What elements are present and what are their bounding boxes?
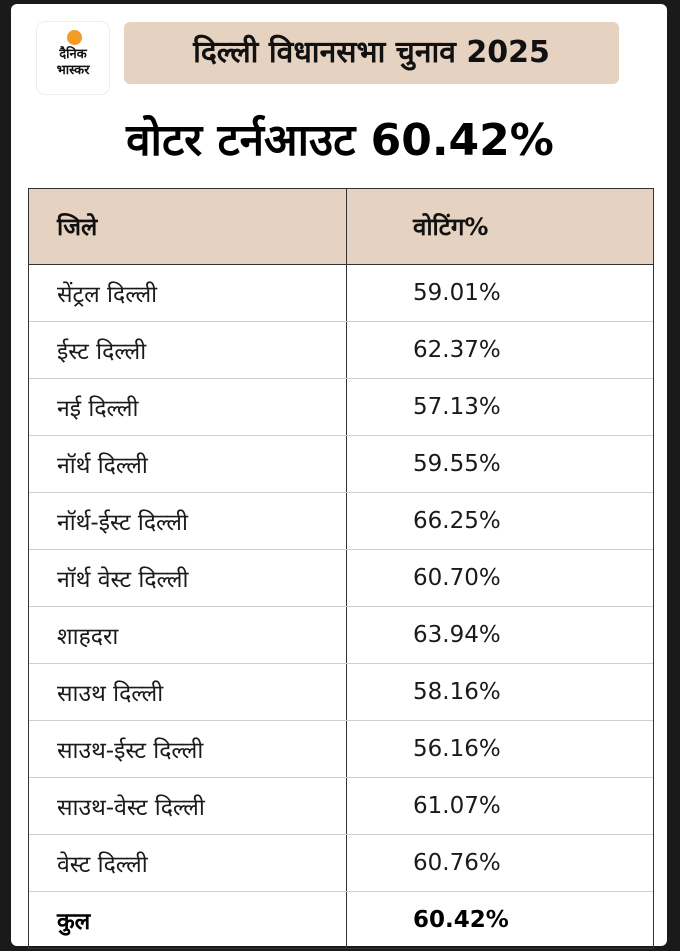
table-row [29,379,653,436]
district-name: वेस्ट दिल्ली [29,835,347,891]
table-row [29,778,653,835]
district-voting: 57.13% [413,394,501,420]
district-name: नॉर्थ वेस्ट दिल्ली [29,550,347,606]
district-turnout-table [28,188,654,949]
brand-logo [37,22,109,94]
district-voting: 66.25% [413,508,501,534]
district-voting: 63.94% [413,622,501,648]
district-name: नॉर्थ दिल्ली [29,436,347,492]
district-voting: 61.07% [413,793,501,819]
district-name: नॉर्थ-ईस्ट दिल्ली [29,493,347,549]
district-name: शाहदरा [29,607,347,663]
district-name: ईस्ट दिल्ली [29,322,347,378]
sun-dot-icon [67,30,82,45]
table-row [29,721,653,778]
district-voting: 60.76% [413,850,501,876]
table-row [29,322,653,379]
table-row [29,664,653,721]
total-label: कुल [29,892,347,948]
column-header-district: जिले [29,189,347,264]
district-name: नई दिल्ली [29,379,347,435]
district-voting: 60.70% [413,565,501,591]
table-row [29,493,653,550]
district-name: साउथ-वेस्ट दिल्ली [29,778,347,834]
turnout-headline: वोटर टर्नआउट 60.42% [126,115,554,166]
table-total-row [29,892,653,948]
total-voting: 60.42% [413,907,509,933]
district-voting: 58.16% [413,679,501,705]
district-name: सेंट्रल दिल्ली [29,265,347,321]
district-voting: 56.16% [413,736,501,762]
district-voting: 59.55% [413,451,501,477]
table-row [29,607,653,664]
logo-line-1: दैनिक [59,47,87,62]
title-banner [124,22,619,84]
table-row [29,835,653,892]
table-row [29,265,653,322]
district-name: साउथ दिल्ली [29,664,347,720]
banner-title: दिल्ली विधानसभा चुनाव 2025 [193,35,550,70]
district-voting: 62.37% [413,337,501,363]
table-body [29,265,653,892]
column-header-voting: वोटिंग% [413,213,489,241]
table-row [29,550,653,607]
table-header-row [29,189,653,265]
district-name: साउथ-ईस्ट दिल्ली [29,721,347,777]
district-voting: 59.01% [413,280,501,306]
table-row [29,436,653,493]
logo-line-2: भास्कर [56,63,90,78]
